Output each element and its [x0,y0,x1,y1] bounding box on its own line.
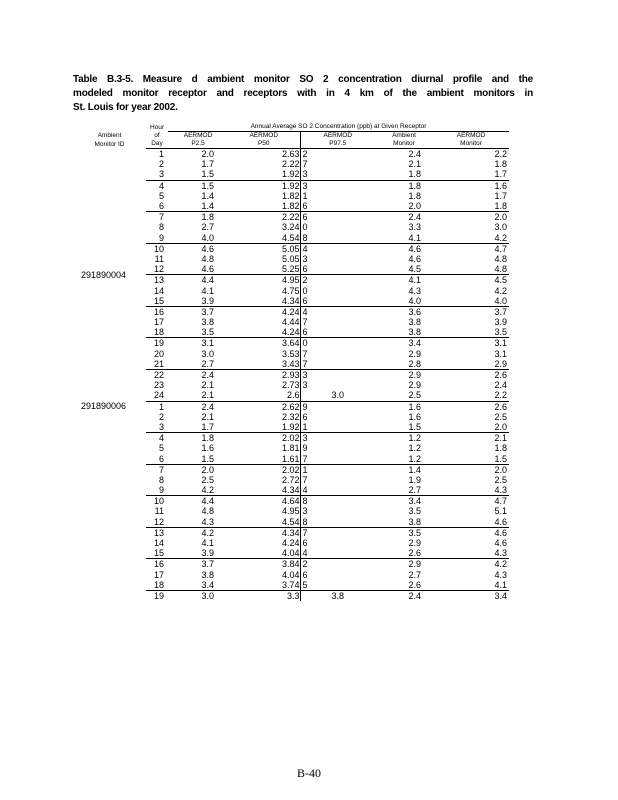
p50-cell: 3.53 [281,348,300,359]
ambient-monitor-cell: 2.1 [408,159,421,170]
aermod-monitor-cell: 2.2 [433,149,509,160]
ambient-monitor-cell: 2.9 [375,559,433,570]
header-col4-a: Ambient [392,132,416,139]
p97-5-cell: 3 [300,433,375,444]
aermod-monitor-cell: 4.3 [494,548,507,559]
p50-cell: 4.04 [281,548,300,559]
ambient-monitor-cell: 1.2 [408,443,421,454]
p97-5-cell: 3 [300,254,375,264]
ambient-monitor-cell: 2.7 [408,569,421,580]
p50-cell: 5.25 [281,264,300,275]
ambient-monitor-cell: 2.9 [408,538,421,549]
aermod-monitor-cell: 4.8 [494,253,507,264]
aermod-monitor-cell: 2.6 [433,369,509,380]
p97-5-cell: 8 [300,496,375,507]
hour-cell: 9 [158,485,164,496]
aermod-monitor-cell: 1.8 [494,201,507,212]
ambient-monitor-cell: 4.1 [408,232,421,243]
p2-5-cell: 3.4 [201,579,214,590]
monitor-id: 291890006 [81,401,127,411]
p97-5-cell: 1 [300,422,375,433]
ambient-monitor-cell: 3.6 [375,306,433,317]
p97-5-cell: 0 [300,222,375,232]
table-caption [73,73,533,115]
p50-cell: 5.05 [281,253,300,264]
hour-cell: 11 [154,253,164,264]
header-day: Day [151,140,163,147]
hour-cell: 14 [153,285,164,296]
table-row [73,149,509,160]
p97-5-cell: 0 [300,338,375,349]
header-col4-b: Monitor [393,140,415,147]
diurnal-profile-table [73,123,509,601]
hour-cell: 5 [158,443,164,454]
p97-5-cell: 7 [300,527,375,538]
header-col5-b: Monitor [460,140,482,147]
hour-cell: 1 [146,149,168,160]
hour-cell: 15 [153,548,164,559]
hour-cell: 20 [153,348,164,359]
aermod-monitor-cell: 2.9 [494,358,507,369]
header-col5-a: AERMOD [456,132,486,139]
aermod-monitor-cell: 4.2 [433,559,509,570]
p97-5-cell: 1 [300,191,375,201]
header-monitor-b: Monitor ID [94,140,125,148]
p50-cell: 2.93 [228,369,300,380]
p2-5-cell: 3.9 [201,295,214,306]
header-col2-b: P50 [257,140,270,147]
p50-cell: 1.92 [228,180,300,191]
p97-5-cell: 8 [300,233,375,244]
p50-cell: 2.62 [228,401,300,412]
header-hour: Hour [149,123,165,131]
aermod-monitor-cell: 4.7 [433,496,509,507]
p50-cell: 1.82 [281,201,300,212]
hour-cell: 8 [158,474,164,485]
aermod-monitor-cell: 2.0 [433,212,509,223]
hour-cell: 3 [158,421,164,432]
p2-5-cell: 4.1 [201,538,214,549]
p97-5-cell: 7 [300,317,375,327]
p50-cell: 4.54 [281,516,300,527]
p2-5-cell: 3.1 [168,338,228,349]
hour-cell: 2 [158,411,164,422]
aermod-monitor-cell: 3.9 [494,317,507,328]
header-group-title: Annual Average SO 2 Concentration (ppb) at Given Receptor [168,123,509,132]
hour-cell: 10 [146,243,168,254]
ambient-monitor-cell: 1.8 [408,190,421,201]
ambient-monitor-cell: 2.4 [375,212,433,223]
p50-cell: 2.73 [281,380,300,391]
p97-5-cell: 7 [300,349,375,359]
aermod-monitor-cell: 4.6 [494,516,507,527]
p97-5-cell: 8 [300,517,375,528]
hour-cell: 24 [153,390,164,401]
p2-5-cell: 2.1 [201,390,214,401]
ambient-monitor-cell: 3.5 [375,527,433,538]
p2-5-cell: 4.3 [201,516,214,527]
ambient-monitor-cell: 4.3 [408,285,421,296]
p2-5-cell: 1.5 [168,180,228,191]
p2-5-cell: 3.0 [201,348,214,359]
hour-cell: 15 [153,295,164,306]
p97-5-cell: 4 [300,243,375,254]
p97-5-cell: 7 [300,475,375,485]
aermod-monitor-cell: 4.2 [494,232,507,243]
p97-5-cell: 2 [300,275,375,286]
p97-5-cell: 2 [300,559,375,570]
aermod-monitor-cell: 4.2 [494,285,507,296]
ambient-monitor-cell: 3.4 [375,338,433,349]
hour-cell: 21 [153,358,164,369]
hour-cell: 23 [153,380,164,391]
aermod-monitor-cell: 4.1 [494,579,507,590]
monitor-id: 291890004 [81,269,127,280]
aermod-monitor-cell: 1.7 [494,190,507,201]
aermod-monitor-cell: 1.6 [433,180,509,191]
aermod-monitor-cell: 2.0 [494,421,507,432]
aermod-monitor-cell: 2.5 [494,411,507,422]
header-col2-a: AERMOD [249,132,279,139]
ambient-monitor-cell: 2.9 [408,348,421,359]
aermod-monitor-cell: 3.0 [494,222,507,233]
p97-5-cell: 7 [300,359,375,370]
ambient-monitor-cell: 3.8 [408,327,421,338]
p97-5-cell: 1 [300,464,375,475]
ambient-monitor-cell: 2.9 [375,369,433,380]
hour-cell: 12 [153,264,164,275]
p2-5-cell: 2.7 [201,358,214,369]
aermod-monitor-cell: 4.3 [494,485,507,496]
p2-5-cell: 4.6 [201,264,214,275]
p97-5-cell: 4 [300,548,375,559]
p50-cell: 4.04 [281,569,300,580]
aermod-monitor-cell: 1.8 [494,443,507,454]
p97-5-cell: 6 [300,201,375,212]
table-body [73,149,509,602]
p2-5-cell: 4.2 [168,527,228,538]
hour-cell: 3 [158,169,164,180]
p97-5-cell: 9 [300,443,375,453]
p50-cell: 4.54 [281,232,300,243]
aermod-monitor-cell: 2.5 [494,474,507,485]
ambient-monitor-cell: 2.7 [408,485,421,496]
ambient-monitor-cell: 1.2 [408,453,421,464]
p2-5-cell: 3.9 [201,548,214,559]
p50-cell: 2.72 [281,474,300,485]
aermod-monitor-cell: 5.1 [494,506,507,517]
aermod-monitor-cell: 1.7 [494,169,507,180]
ambient-monitor-cell: 2.6 [408,579,421,590]
p2-5-cell: 4.8 [201,506,214,517]
p50-cell: 4.75 [281,285,300,296]
aermod-monitor-cell: 1.5 [494,453,507,464]
aermod-monitor-cell: 2.4 [494,380,507,391]
hour-cell: 13 [146,275,168,286]
p97-5-cell: 3.0 [300,390,375,401]
p97-5-cell: 6 [300,570,375,580]
p97-5-cell: 6 [300,212,375,223]
aermod-monitor-cell: 3.4 [433,590,509,601]
p97-5-cell: 4 [300,306,375,317]
ambient-monitor-cell: 1.5 [408,421,421,432]
p97-5-cell: 7 [300,453,375,464]
p50-cell: 2.22 [281,159,300,170]
ambient-monitor-cell: 1.8 [375,180,433,191]
p2-5-cell: 1.4 [201,190,214,201]
hour-cell: 17 [153,317,164,328]
header-col3-b: P97.5 [300,140,375,149]
p97-5-cell: 3.8 [300,590,375,601]
p2-5-cell: 2.1 [201,411,214,422]
p50-cell: 1.82 [281,190,300,201]
hour-cell: 11 [154,506,164,517]
hour-cell: 9 [158,232,164,243]
p2-5-cell: 2.5 [201,474,214,485]
header-col1-b: P2.5 [191,140,205,147]
p2-5-cell: 2.0 [168,464,228,475]
p50-cell: 2.22 [228,212,300,223]
hour-cell: 16 [146,306,168,317]
p2-5-cell: 4.8 [201,253,214,264]
page-number: B-40 [297,766,321,780]
aermod-monitor-cell: 4.8 [494,264,507,275]
p50-cell: 1.61 [281,453,300,464]
hour-cell: 19 [146,338,168,349]
p97-5-cell: 3 [300,380,375,390]
aermod-monitor-cell: 2.6 [433,401,509,412]
ambient-monitor-cell: 1.2 [375,433,433,444]
p50-cell: 5.05 [228,243,300,254]
hour-cell: 16 [146,559,168,570]
ambient-monitor-cell: 2.5 [408,390,421,401]
p97-5-cell: 2 [300,149,375,160]
aermod-monitor-cell: 4.7 [433,243,509,254]
header-col3-a: AERMOD [300,132,375,141]
p50-cell: 3.3 [228,590,300,601]
p2-5-cell: 3.8 [201,569,214,580]
aermod-monitor-cell: 3.5 [494,327,507,338]
hour-cell: 19 [146,590,168,601]
ambient-monitor-cell: 4.1 [375,275,433,286]
p2-5-cell: 2.0 [168,149,228,160]
p50-cell: 2.02 [228,433,300,444]
p97-5-cell: 5 [300,580,375,591]
p2-5-cell: 1.7 [201,159,214,170]
hour-cell: 2 [158,159,164,170]
ambient-monitor-cell: 2.0 [408,201,421,212]
p50-cell: 4.44 [281,317,300,328]
ambient-monitor-cell: 4.5 [408,264,421,275]
hour-cell: 18 [153,579,164,590]
aermod-monitor-cell: 2.0 [433,464,509,475]
hour-cell: 17 [153,569,164,580]
p2-5-cell: 2.4 [168,369,228,380]
aermod-monitor-cell: 4.0 [494,295,507,306]
ambient-monitor-cell: 1.8 [408,169,421,180]
ambient-monitor-cell: 1.6 [375,401,433,412]
hour-cell: 10 [146,496,168,507]
p97-5-cell: 6 [300,327,375,338]
p2-5-cell: 2.7 [201,222,214,233]
ambient-monitor-cell: 2.8 [408,358,421,369]
p97-5-cell: 3 [300,180,375,191]
caption-line-3: St. Louis for year 2002. [73,102,178,113]
p97-5-cell: 3 [300,169,375,180]
ambient-monitor-cell: 2.9 [408,380,421,391]
p50-cell: 3.43 [281,358,300,369]
hour-cell: 13 [146,527,168,538]
table-row [73,401,509,412]
p50-cell: 4.24 [281,538,300,549]
ambient-monitor-cell: 3.3 [408,222,421,233]
hour-cell: 18 [153,327,164,338]
hour-cell: 5 [158,190,164,201]
p2-5-cell: 3.0 [168,590,228,601]
hour-cell: 7 [146,212,168,223]
p2-5-cell: 1.5 [201,453,214,464]
p97-5-cell: 6 [300,538,375,548]
ambient-monitor-cell: 3.8 [408,516,421,527]
p50-cell: 4.34 [281,485,300,496]
aermod-monitor-cell: 4.3 [494,569,507,580]
p2-5-cell: 4.2 [201,485,214,496]
ambient-monitor-cell: 4.6 [408,253,421,264]
header-of: of [154,132,160,139]
p2-5-cell: 3.8 [201,317,214,328]
aermod-monitor-cell: 2.1 [433,433,509,444]
p97-5-cell: 0 [300,285,375,295]
ambient-monitor-cell: 3.5 [408,506,421,517]
p50-cell: 1.81 [281,443,300,454]
p97-5-cell: 3 [300,506,375,516]
aermod-monitor-cell: 3.1 [433,338,509,349]
aermod-monitor-cell: 4.5 [433,275,509,286]
p2-5-cell: 2.4 [168,401,228,412]
aermod-monitor-cell: 3.1 [494,348,507,359]
p2-5-cell: 2.1 [201,380,214,391]
p50-cell: 2.32 [281,411,300,422]
p50-cell: 2.63 [228,149,300,160]
hour-cell: 6 [158,453,164,464]
p2-5-cell: 3.7 [168,306,228,317]
p50-cell: 3.74 [281,579,300,590]
p50-cell: 4.95 [228,275,300,286]
p50-cell: 3.64 [228,338,300,349]
p50-cell: 2.6 [286,390,300,401]
p50-cell: 2.02 [228,464,300,475]
p97-5-cell: 4 [300,485,375,496]
hour-cell: 22 [146,369,168,380]
p2-5-cell: 1.7 [201,421,214,432]
p2-5-cell: 3.5 [201,327,214,338]
ambient-monitor-cell: 4.0 [408,295,421,306]
p50-cell: 1.92 [281,169,300,180]
hour-cell: 4 [146,433,168,444]
p2-5-cell: 3.7 [168,559,228,570]
p2-5-cell: 4.0 [201,232,214,243]
hour-cell: 12 [153,516,164,527]
hour-cell: 7 [146,464,168,475]
ambient-monitor-cell: 1.9 [408,474,421,485]
p50-cell: 3.24 [281,222,300,233]
p2-5-cell: 4.4 [168,275,228,286]
p97-5-cell: 6 [300,296,375,307]
hour-cell: 8 [158,222,164,233]
aermod-monitor-cell: 2.2 [494,390,507,401]
ambient-monitor-cell: 2.6 [408,548,421,559]
hour-cell: 4 [146,180,168,191]
ambient-monitor-cell: 1.4 [375,464,433,475]
p97-5-cell: 6 [300,412,375,422]
p2-5-cell: 1.6 [201,443,214,454]
p50-cell: 3.84 [228,559,300,570]
p50-cell: 4.64 [228,496,300,507]
header-col1-a: AERMOD [183,132,213,139]
hour-cell: 6 [158,201,164,212]
p2-5-cell: 4.1 [201,285,214,296]
ambient-monitor-cell: 1.6 [408,411,421,422]
p2-5-cell: 1.5 [201,169,214,180]
caption-line-2: modeled monitor receptor and receptors with in 4 km of the ambient monitors in [73,88,533,99]
hour-cell: 1 [146,401,168,412]
aermod-monitor-cell: 4.6 [494,538,507,549]
p50-cell: 4.24 [228,306,300,317]
p2-5-cell: 1.4 [201,201,214,212]
p2-5-cell: 4.4 [168,496,228,507]
ambient-monitor-cell: 2.4 [375,149,433,160]
p2-5-cell: 1.8 [168,212,228,223]
p2-5-cell: 4.6 [168,243,228,254]
header-monitor-a: Ambient [97,132,122,139]
ambient-monitor-cell: 3.8 [408,317,421,328]
aermod-monitor-cell: 1.8 [494,159,507,170]
p2-5-cell: 1.8 [168,433,228,444]
p50-cell: 4.24 [281,327,300,338]
ambient-monitor-cell: 4.6 [375,243,433,254]
p97-5-cell: 9 [300,401,375,412]
hour-cell: 14 [153,538,164,549]
ambient-monitor-cell: 3.4 [375,496,433,507]
caption-line-1: Table B.3-5. Measure d ambient monitor SO 2 concentration diurnal profile and the [73,74,533,85]
p50-cell: 4.34 [281,295,300,306]
table-header [73,123,509,149]
p50-cell: 4.34 [228,527,300,538]
aermod-monitor-cell: 4.6 [433,527,509,538]
p97-5-cell: 3 [300,369,375,380]
p97-5-cell: 6 [300,264,375,275]
ambient-monitor-cell: 2.4 [375,590,433,601]
p50-cell: 1.92 [281,421,300,432]
p50-cell: 4.95 [281,506,300,517]
aermod-monitor-cell: 3.7 [433,306,509,317]
p97-5-cell: 7 [300,159,375,169]
